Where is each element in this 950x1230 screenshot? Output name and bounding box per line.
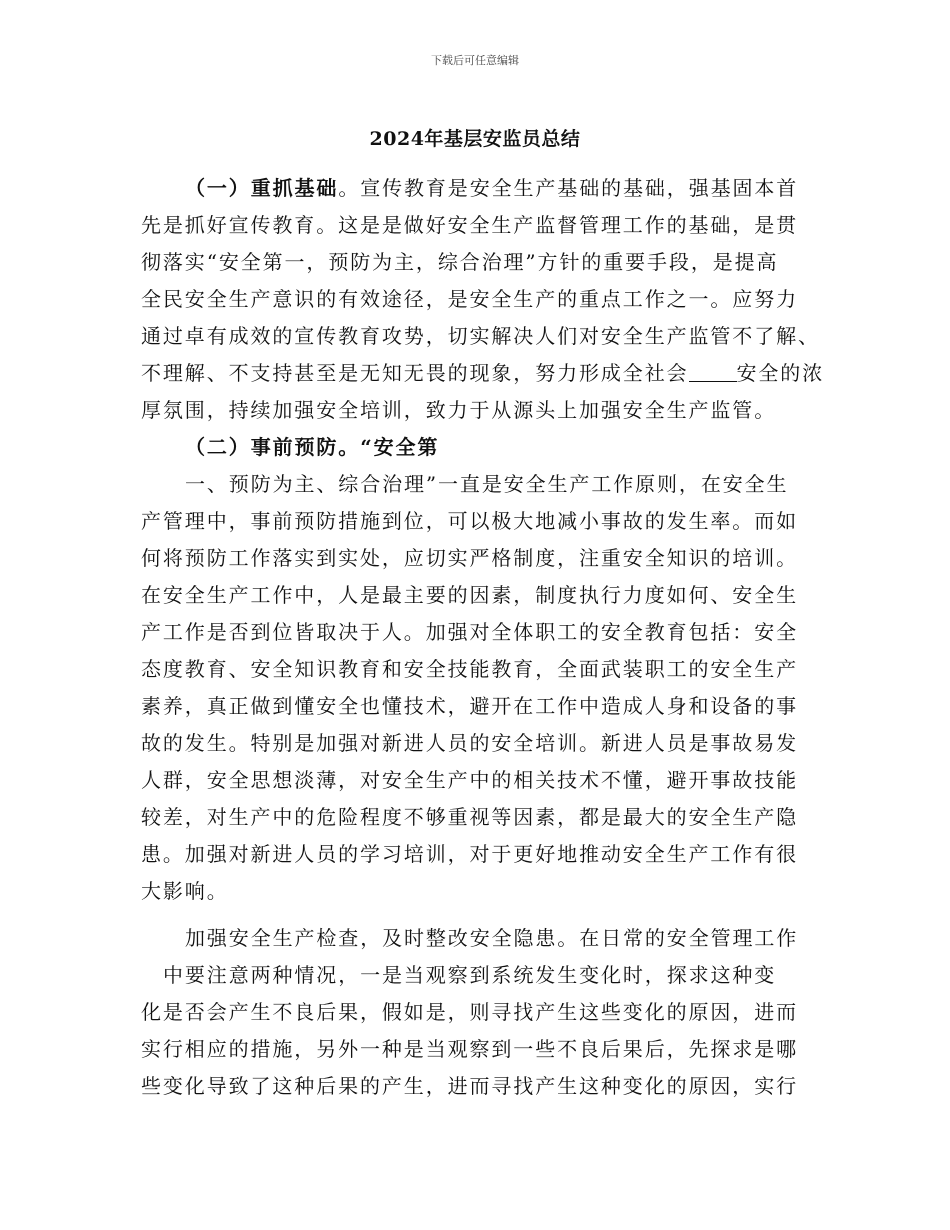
paragraph-line (141, 355, 825, 392)
paragraph-line: 全民安全生产意识的有效途径，是安全生产的重点工作之一。应努力 (141, 287, 798, 311)
paragraph-line: 人群，安全思想淡薄，对安全生产中的相关技术不懂，避开事故技能 (141, 768, 798, 792)
paragraph-line: 故的发生。特别是加强对新进人员的安全培训。新进人员是事故易发 (141, 731, 798, 755)
paragraph-line: 实行相应的措施，另外一种是当观察到一些不良后果后，先探求是哪 (141, 1037, 798, 1061)
paragraph-line: 何将预防工作落实到实处，应切实严格制度，注重安全知识的培训。 (141, 546, 798, 570)
paragraph-line: 些变化导致了这种后果的产生，进而寻找产生这种变化的原因，实行 (141, 1074, 798, 1098)
paragraph-line: 中要注意两种情况，一是当观察到系统发生变化时，探求这种变 (163, 963, 777, 987)
paragraph-line (141, 170, 821, 207)
paragraph-line: 在安全生产工作中，人是最主要的因素，制度执行力度如何、安全生 (141, 583, 798, 607)
paragraph-line: 患。加强对新进人员的学习培训，对于更好地推动安全生产工作有很 (141, 842, 798, 866)
text-span: 。宣传教育是安全生产基础的基础，强基固本首 (338, 176, 799, 200)
paragraph-line: 大影响。 (141, 879, 229, 903)
page-header: 下载后可任意编辑 (431, 54, 519, 67)
text-span: 安全的浓 (736, 361, 825, 385)
section-heading-1: （一）重抓基础 (185, 176, 339, 200)
paragraph-line: 态度教育、安全知识教育和安全技能教育，全面武装职工的安全生产 (141, 657, 798, 681)
document-title: 2024年基层安监员总结 (369, 128, 581, 150)
paragraph-line: 彻落实“安全第一，预防为主，综合治理”方针的重要手段，是提高 (141, 250, 779, 274)
paragraph-line: 厚氛围，持续加强安全培训，致力于从源头上加强安全生产监管。 (141, 398, 777, 422)
blank-underline (689, 363, 737, 382)
section-heading-2: （二）事前预防。“安全第 (185, 435, 440, 459)
paragraph-line: 素养，真正做到懂安全也懂技术，避开在工作中造成人身和设备的事 (141, 694, 798, 718)
paragraph-line: 产管理中，事前预防措施到位，可以极大地减小事故的发生率。而如 (141, 509, 798, 533)
paragraph-line: 通过卓有成效的宣传教育攻势，切实解决人们对安全生产监管不了解、 (141, 324, 820, 348)
text-span: 不理解、不支持甚至是无知无畏的现象，努力形成全社会 (141, 361, 689, 385)
paragraph-line: 产工作是否到位皆取决于人。加强对全体职工的安全教育包括：安全 (141, 620, 798, 644)
paragraph-line: 化是否会产生不良后果，假如是，则寻找产生这些变化的原因，进而 (141, 1000, 798, 1024)
paragraph-line: 先是抓好宣传教育。这是是做好安全生产监督管理工作的基础，是贯 (141, 213, 798, 237)
paragraph-line: 加强安全生产检查，及时整改安全隐患。在日常的安全管理工作 (185, 926, 799, 950)
paragraph-line: 一、预防为主、综合治理”一直是安全生产工作原则，在安全生 (185, 472, 789, 496)
paragraph-line: 较差，对生产中的危险程度不够重视等因素，都是最大的安全生产隐 (141, 805, 798, 829)
document-body (141, 170, 825, 1105)
